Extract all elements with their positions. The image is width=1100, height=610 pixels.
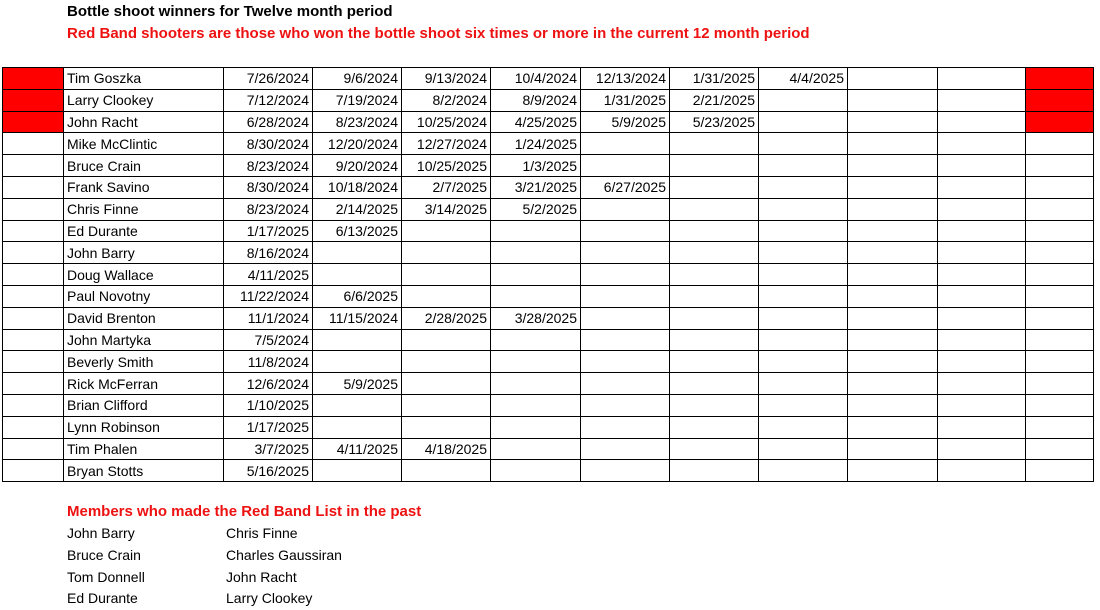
- table-row: [3, 242, 1094, 264]
- past-member-name: John Racht: [226, 568, 297, 585]
- shooter-name: Mike McClintic: [64, 133, 224, 155]
- win-date-cell: [402, 264, 491, 286]
- win-date-cell: [848, 133, 938, 155]
- red-band-marker-left: [3, 438, 64, 460]
- win-date-cell: 11/8/2024: [224, 351, 313, 373]
- win-date-cell: [581, 416, 670, 438]
- win-date-cell: 1/17/2025: [224, 220, 313, 242]
- win-date-cell: [491, 438, 581, 460]
- table-row: [3, 373, 1094, 395]
- win-date-cell: [670, 373, 759, 395]
- win-date-cell: 7/26/2024: [224, 68, 313, 90]
- red-band-marker-left: [3, 133, 64, 155]
- win-date-cell: [670, 329, 759, 351]
- red-band-marker-left: [3, 264, 64, 286]
- win-date-cell: 12/13/2024: [581, 68, 670, 90]
- red-band-marker-right: [1026, 220, 1094, 242]
- table-row: [3, 264, 1094, 286]
- win-date-cell: 3/14/2025: [402, 198, 491, 220]
- win-date-cell: [938, 460, 1026, 482]
- past-member-name: Larry Clookey: [226, 590, 313, 607]
- win-date-cell: [670, 176, 759, 198]
- win-date-cell: [848, 373, 938, 395]
- shooter-name: Tim Phalen: [64, 438, 224, 460]
- win-date-cell: [938, 176, 1026, 198]
- page-subtitle: Red Band shooters are those who won the bottle shoot six times or more in the current 12 month period: [67, 25, 810, 42]
- win-date-cell: 2/14/2025: [313, 198, 402, 220]
- red-band-marker-right: [1026, 394, 1094, 416]
- win-date-cell: [491, 242, 581, 264]
- win-date-cell: 8/9/2024: [491, 89, 581, 111]
- win-date-cell: [759, 242, 848, 264]
- win-date-cell: [491, 220, 581, 242]
- win-date-cell: [670, 285, 759, 307]
- red-band-marker-right: [1026, 89, 1094, 111]
- win-date-cell: 6/6/2025: [313, 285, 402, 307]
- table-row: [3, 155, 1094, 177]
- win-date-cell: 8/16/2024: [224, 242, 313, 264]
- win-date-cell: 1/17/2025: [224, 416, 313, 438]
- win-date-cell: [938, 68, 1026, 90]
- red-band-marker-right: [1026, 285, 1094, 307]
- win-date-cell: 1/10/2025: [224, 394, 313, 416]
- red-band-marker-right: [1026, 155, 1094, 177]
- red-band-marker-left: [3, 176, 64, 198]
- win-date-cell: [670, 264, 759, 286]
- win-date-cell: [402, 416, 491, 438]
- past-member-name: Tom Donnell: [67, 568, 145, 585]
- win-date-cell: [759, 307, 848, 329]
- win-date-cell: [491, 394, 581, 416]
- win-date-cell: 4/11/2025: [313, 438, 402, 460]
- win-date-cell: 2/28/2025: [402, 307, 491, 329]
- past-red-band-heading: Members who made the Red Band List in the past: [67, 503, 422, 520]
- win-date-cell: [313, 416, 402, 438]
- win-date-cell: [670, 438, 759, 460]
- win-date-cell: [848, 89, 938, 111]
- win-date-cell: [759, 329, 848, 351]
- win-date-cell: 6/28/2024: [224, 111, 313, 133]
- table-row: [3, 460, 1094, 482]
- table-row: [3, 89, 1094, 111]
- table-row: [3, 438, 1094, 460]
- win-date-cell: [759, 416, 848, 438]
- list-item: [67, 588, 342, 610]
- table-row: [3, 198, 1094, 220]
- win-date-cell: [938, 351, 1026, 373]
- win-date-cell: [581, 264, 670, 286]
- win-date-cell: [581, 394, 670, 416]
- red-band-marker-left: [3, 373, 64, 395]
- win-date-cell: 4/11/2025: [224, 264, 313, 286]
- win-date-cell: [759, 351, 848, 373]
- win-date-cell: [938, 285, 1026, 307]
- win-date-cell: 9/20/2024: [313, 155, 402, 177]
- win-date-cell: 8/23/2024: [313, 111, 402, 133]
- win-date-cell: [670, 416, 759, 438]
- win-date-cell: [848, 329, 938, 351]
- win-date-cell: [581, 307, 670, 329]
- table-row: [3, 220, 1094, 242]
- win-date-cell: 2/21/2025: [670, 89, 759, 111]
- win-date-cell: [848, 416, 938, 438]
- red-band-marker-right: [1026, 438, 1094, 460]
- red-band-marker-left: [3, 198, 64, 220]
- win-date-cell: [670, 351, 759, 373]
- win-date-cell: [313, 460, 402, 482]
- win-date-cell: 1/3/2025: [491, 155, 581, 177]
- red-band-marker-left: [3, 460, 64, 482]
- table-row: [3, 111, 1094, 133]
- win-date-cell: [491, 373, 581, 395]
- past-member-name: Ed Durante: [67, 590, 138, 607]
- win-date-cell: 9/6/2024: [313, 68, 402, 90]
- win-date-cell: 10/25/2024: [402, 111, 491, 133]
- win-date-cell: [581, 373, 670, 395]
- win-date-cell: [848, 155, 938, 177]
- table-row: [3, 329, 1094, 351]
- red-band-marker-left: [3, 111, 64, 133]
- red-band-marker-right: [1026, 351, 1094, 373]
- win-date-cell: 8/30/2024: [224, 133, 313, 155]
- shooter-name: Frank Savino: [64, 176, 224, 198]
- shooter-name: Brian Clifford: [64, 394, 224, 416]
- win-date-cell: 12/20/2024: [313, 133, 402, 155]
- shooter-name: John Racht: [64, 111, 224, 133]
- win-date-cell: [313, 264, 402, 286]
- win-date-cell: [938, 89, 1026, 111]
- list-item: [67, 567, 342, 589]
- past-member-name: Chris Finne: [226, 525, 298, 541]
- win-date-cell: 3/7/2025: [224, 438, 313, 460]
- win-date-cell: [313, 242, 402, 264]
- win-date-cell: [491, 460, 581, 482]
- win-date-cell: 3/28/2025: [491, 307, 581, 329]
- shooter-name: Rick McFerran: [64, 373, 224, 395]
- red-band-marker-right: [1026, 176, 1094, 198]
- win-date-cell: 11/15/2024: [313, 307, 402, 329]
- list-item: [67, 523, 342, 545]
- win-date-cell: [848, 285, 938, 307]
- winners-table: [2, 67, 1094, 482]
- win-date-cell: [670, 198, 759, 220]
- red-band-marker-right: [1026, 198, 1094, 220]
- win-date-cell: 10/4/2024: [491, 68, 581, 90]
- win-date-cell: [402, 373, 491, 395]
- win-date-cell: 6/13/2025: [313, 220, 402, 242]
- shooter-name: Tim Goszka: [64, 68, 224, 90]
- win-date-cell: [402, 329, 491, 351]
- table-row: [3, 394, 1094, 416]
- red-band-marker-right: [1026, 68, 1094, 90]
- win-date-cell: 10/18/2024: [313, 176, 402, 198]
- win-date-cell: [491, 416, 581, 438]
- win-date-cell: [938, 264, 1026, 286]
- win-date-cell: [670, 133, 759, 155]
- win-date-cell: 9/13/2024: [402, 68, 491, 90]
- win-date-cell: 12/27/2024: [402, 133, 491, 155]
- win-date-cell: [491, 329, 581, 351]
- win-date-cell: [759, 220, 848, 242]
- red-band-marker-left: [3, 89, 64, 111]
- win-date-cell: [491, 351, 581, 373]
- win-date-cell: [313, 394, 402, 416]
- win-date-cell: 12/6/2024: [224, 373, 313, 395]
- win-date-cell: [938, 220, 1026, 242]
- win-date-cell: [848, 111, 938, 133]
- win-date-cell: [581, 329, 670, 351]
- shooter-name: Ed Durante: [64, 220, 224, 242]
- win-date-cell: [402, 285, 491, 307]
- win-date-cell: [491, 264, 581, 286]
- win-date-cell: 5/2/2025: [491, 198, 581, 220]
- table-row: [3, 307, 1094, 329]
- win-date-cell: [402, 460, 491, 482]
- red-band-marker-right: [1026, 264, 1094, 286]
- win-date-cell: [581, 438, 670, 460]
- red-band-marker-right: [1026, 416, 1094, 438]
- win-date-cell: [759, 285, 848, 307]
- red-band-marker-left: [3, 220, 64, 242]
- past-red-band-list: [67, 523, 342, 610]
- win-date-cell: [759, 373, 848, 395]
- win-date-cell: [670, 155, 759, 177]
- win-date-cell: [581, 351, 670, 373]
- win-date-cell: [759, 394, 848, 416]
- past-member-name: John Barry: [67, 525, 135, 541]
- red-band-marker-right: [1026, 133, 1094, 155]
- win-date-cell: [581, 155, 670, 177]
- past-member-name: Charles Gaussiran: [226, 546, 342, 563]
- shooter-name: Beverly Smith: [64, 351, 224, 373]
- win-date-cell: 5/9/2025: [313, 373, 402, 395]
- win-date-cell: [402, 242, 491, 264]
- red-band-marker-right: [1026, 307, 1094, 329]
- win-date-cell: 8/23/2024: [224, 155, 313, 177]
- win-date-cell: 3/21/2025: [491, 176, 581, 198]
- red-band-marker-left: [3, 394, 64, 416]
- win-date-cell: 8/2/2024: [402, 89, 491, 111]
- shooter-name: Paul Novotny: [64, 285, 224, 307]
- table-row: [3, 416, 1094, 438]
- win-date-cell: [313, 351, 402, 373]
- win-date-cell: [670, 307, 759, 329]
- win-date-cell: [938, 307, 1026, 329]
- win-date-cell: [759, 460, 848, 482]
- win-date-cell: [848, 176, 938, 198]
- win-date-cell: [938, 373, 1026, 395]
- win-date-cell: [759, 438, 848, 460]
- win-date-cell: [938, 394, 1026, 416]
- win-date-cell: [848, 220, 938, 242]
- table-row: [3, 133, 1094, 155]
- win-date-cell: 5/23/2025: [670, 111, 759, 133]
- win-date-cell: [938, 329, 1026, 351]
- red-band-marker-left: [3, 307, 64, 329]
- win-date-cell: [670, 394, 759, 416]
- list-item: [67, 545, 342, 567]
- win-date-cell: [759, 198, 848, 220]
- win-date-cell: [938, 133, 1026, 155]
- win-date-cell: [670, 242, 759, 264]
- shooter-name: Lynn Robinson: [64, 416, 224, 438]
- win-date-cell: [581, 242, 670, 264]
- red-band-marker-left: [3, 351, 64, 373]
- win-date-cell: [938, 155, 1026, 177]
- win-date-cell: [670, 220, 759, 242]
- win-date-cell: [759, 264, 848, 286]
- win-date-cell: 11/1/2024: [224, 307, 313, 329]
- win-date-cell: [313, 329, 402, 351]
- win-date-cell: 2/7/2025: [402, 176, 491, 198]
- win-date-cell: [848, 460, 938, 482]
- win-date-cell: [581, 285, 670, 307]
- shooter-name: John Barry: [64, 242, 224, 264]
- win-date-cell: [938, 111, 1026, 133]
- win-date-cell: [848, 351, 938, 373]
- win-date-cell: [938, 242, 1026, 264]
- red-band-marker-left: [3, 285, 64, 307]
- win-date-cell: [938, 416, 1026, 438]
- win-date-cell: 8/23/2024: [224, 198, 313, 220]
- win-date-cell: [848, 264, 938, 286]
- table-row: [3, 68, 1094, 90]
- win-date-cell: 4/4/2025: [759, 68, 848, 90]
- win-date-cell: [402, 351, 491, 373]
- red-band-marker-right: [1026, 373, 1094, 395]
- win-date-cell: [759, 133, 848, 155]
- win-date-cell: 5/9/2025: [581, 111, 670, 133]
- win-date-cell: [759, 111, 848, 133]
- win-date-cell: 5/16/2025: [224, 460, 313, 482]
- win-date-cell: 1/24/2025: [491, 133, 581, 155]
- win-date-cell: [848, 68, 938, 90]
- win-date-cell: [938, 438, 1026, 460]
- red-band-marker-right: [1026, 111, 1094, 133]
- table-row: [3, 351, 1094, 373]
- win-date-cell: [402, 394, 491, 416]
- shooter-name: Doug Wallace: [64, 264, 224, 286]
- win-date-cell: 10/25/2025: [402, 155, 491, 177]
- table-row: [3, 285, 1094, 307]
- win-date-cell: [581, 198, 670, 220]
- shooter-name: David Brenton: [64, 307, 224, 329]
- red-band-marker-left: [3, 416, 64, 438]
- win-date-cell: [759, 155, 848, 177]
- win-date-cell: 4/18/2025: [402, 438, 491, 460]
- win-date-cell: 7/19/2024: [313, 89, 402, 111]
- win-date-cell: [581, 133, 670, 155]
- win-date-cell: [581, 460, 670, 482]
- shooter-name: Larry Clookey: [64, 89, 224, 111]
- win-date-cell: 7/5/2024: [224, 329, 313, 351]
- red-band-marker-left: [3, 155, 64, 177]
- win-date-cell: [491, 285, 581, 307]
- win-date-cell: [670, 460, 759, 482]
- shooter-name: Chris Finne: [64, 198, 224, 220]
- win-date-cell: 8/30/2024: [224, 176, 313, 198]
- shooter-name: Bryan Stotts: [64, 460, 224, 482]
- win-date-cell: 6/27/2025: [581, 176, 670, 198]
- past-member-name: Bruce Crain: [67, 546, 141, 563]
- red-band-marker-right: [1026, 460, 1094, 482]
- red-band-marker-left: [3, 329, 64, 351]
- win-date-cell: [759, 176, 848, 198]
- win-date-cell: [848, 242, 938, 264]
- win-date-cell: [938, 198, 1026, 220]
- winners-table-body: [3, 68, 1094, 482]
- red-band-marker-right: [1026, 329, 1094, 351]
- win-date-cell: 11/22/2024: [224, 285, 313, 307]
- win-date-cell: [848, 307, 938, 329]
- red-band-marker-left: [3, 242, 64, 264]
- win-date-cell: 1/31/2025: [670, 68, 759, 90]
- win-date-cell: [759, 89, 848, 111]
- win-date-cell: [402, 220, 491, 242]
- win-date-cell: 7/12/2024: [224, 89, 313, 111]
- win-date-cell: 1/31/2025: [581, 89, 670, 111]
- shooter-name: John Martyka: [64, 329, 224, 351]
- win-date-cell: [848, 438, 938, 460]
- red-band-marker-right: [1026, 242, 1094, 264]
- page-title: Bottle shoot winners for Twelve month period: [67, 3, 393, 20]
- win-date-cell: [848, 198, 938, 220]
- win-date-cell: [581, 220, 670, 242]
- shooter-name: Bruce Crain: [64, 155, 224, 177]
- win-date-cell: [848, 394, 938, 416]
- table-row: [3, 176, 1094, 198]
- red-band-marker-left: [3, 68, 64, 90]
- win-date-cell: 4/25/2025: [491, 111, 581, 133]
